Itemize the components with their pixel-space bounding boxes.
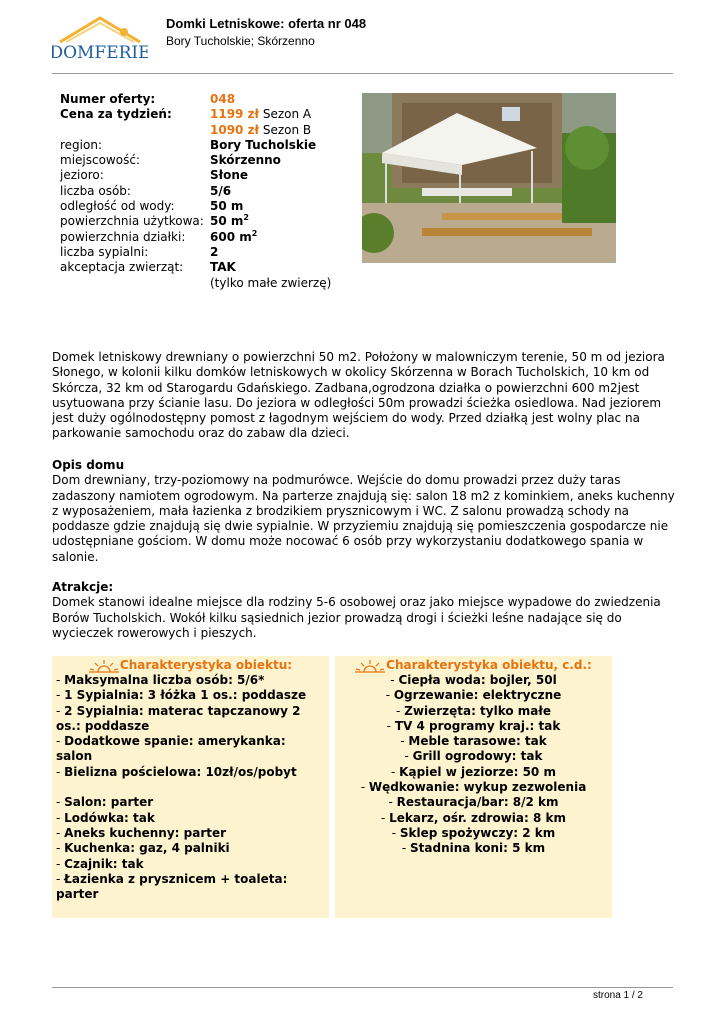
attractions-section [52, 580, 676, 641]
detail-label: powierzchnia działki: [60, 229, 186, 244]
detail-label: liczba osób: [60, 183, 131, 198]
detail-value: 5/6 [210, 183, 232, 198]
house-photo [362, 93, 616, 263]
detail-row [60, 168, 331, 183]
detail-row [60, 230, 331, 245]
detail-row [60, 138, 331, 153]
house-section [52, 458, 676, 565]
detail-value: Skórzenno [210, 153, 281, 168]
page-subtitle: Bory Tucholskie; Skórzenno [166, 34, 315, 48]
feature-item: - Ogrzewanie: elektryczne [385, 688, 562, 703]
detail-label: region: [60, 137, 102, 152]
features-left-title: Charakterystyka obiektu: [119, 657, 293, 672]
offer-details [60, 92, 331, 291]
feature-item: - Łazienka z prysznicem + toaleta: parter [56, 871, 288, 902]
detail-value: 50 $m^2$ [210, 213, 249, 229]
detail-row [60, 184, 331, 199]
feature-item: - Meble tarasowe: tak [400, 734, 547, 749]
house-heading: Opis domu [52, 458, 125, 472]
features-right-list [335, 673, 612, 857]
feature-item: - Wędkowanie: wykup zezwolenia [360, 780, 587, 795]
feature-item: - Dodatkowe spanie: amerykanka: salon [56, 734, 286, 764]
detail-value: 600 $m^2$ [210, 228, 258, 244]
features-left-list [52, 673, 329, 902]
feature-item: - Kuchenka: gaz, 4 palniki [56, 841, 230, 856]
footer-divider [52, 987, 673, 988]
detail-value: Słone [210, 168, 249, 183]
attractions-heading: Atrakcje: [52, 580, 114, 594]
feature-item: - Zwierzęta: tylko małe [396, 703, 551, 718]
features-right-title: Charakterystyka obiektu, c.d.: [386, 657, 592, 672]
features-left-heading [52, 656, 329, 673]
detail-row [60, 199, 331, 214]
feature-item: - Aneks kuchenny: parter [56, 825, 227, 840]
feature-item: - TV 4 programy kraj.: tak [386, 718, 561, 733]
detail-label: akceptacja zwierząt: [60, 260, 184, 275]
detail-label: odległość od wody: [60, 199, 175, 214]
offer-number: 048 [210, 92, 236, 106]
features-box-right [335, 656, 612, 918]
detail-value: 50 m [210, 199, 244, 214]
feature-item: - Lekarz, ośr. zdrowia: 8 km [380, 810, 566, 825]
attractions-text: Domek stanowi idealne miejsce dla rodziny 5-6 osobowej oraz jako miejsce wypadowe do zwiedzenia Borów Tucholskich. Wokół kilku sąsiednich jezior prowadzą drogi i ścieżki leśne nadające się do wycieczek rowerowych i pieszych. [52, 595, 661, 640]
animals-note: (tylko małe zwierzę) [210, 275, 332, 290]
feature-item: - Kąpiel w jeziorze: 50 m [391, 764, 556, 779]
detail-label: jezioro: [60, 168, 104, 183]
feature-item: - Sklep spożywczy: 2 km [391, 825, 556, 840]
header-divider [52, 73, 673, 74]
sun-icon [89, 659, 119, 673]
offer-number-label: Numer oferty: [60, 92, 156, 106]
feature-item [56, 780, 325, 795]
page-title: Domki Letniskowe: oferta nr 048 [166, 16, 367, 31]
house-text: Dom drewniany, trzy-poziomowy na podmurówce. Wejście do domu prowadzi przez duży taras zadaszony namiotem ogrodowym. Na parterze znajdują się: salon 18 m2 z kominkiem, aneks kuchenny z wyposażeniem, mała łazienka z brodzikiem prysznicowym i WC. Z salonu prowadzą schody na poddasze gdzie znajdują się dwie sypialnie. W przyziemiu znajdują się pomieszczenia gospodarcze nie udostępniane gościom. W domu może nocować 6 osób przy wykorzystaniu dodatkowego spania w salonie. [52, 473, 675, 564]
feature-item: - Lodówka: tak [56, 810, 155, 825]
detail-label: miejscowość: [60, 153, 140, 168]
season-b-label: Sezon B [259, 122, 312, 137]
detail-row [60, 153, 331, 168]
svg-text:DOMFERIE: DOMFERIE [52, 43, 148, 63]
sun-icon [355, 659, 385, 673]
detail-value: 2 [210, 244, 219, 259]
feature-item: - Restauracja/bar: 8/2 km [388, 795, 559, 810]
features-right-heading [335, 656, 612, 673]
season-a-label: Sezon A [259, 107, 312, 122]
feature-item: - Grill ogrodowy: tak [404, 749, 543, 764]
detail-label: liczba sypialni: [60, 244, 149, 259]
price-season-a: 1199 zł [210, 107, 260, 122]
detail-row [60, 260, 331, 275]
features-box-left [52, 656, 329, 918]
detail-label: powierzchnia użytkowa: [60, 214, 204, 229]
feature-item: - Salon: parter [56, 795, 154, 810]
price-label: Cena za tydzień: [60, 107, 172, 122]
feature-item: - 2 Sypialnia: materac tapczanowy 2 os.: poddasze [56, 703, 301, 733]
page-number: strona 1 / 2 [592, 990, 643, 1001]
price-season-b: 1090 zł [210, 122, 260, 137]
detail-value: Bory Tucholskie [210, 137, 317, 152]
detail-value: TAK [210, 260, 236, 275]
feature-item: - 1 Sypialnia: 3 łóżka 1 os.: poddasze [56, 688, 307, 703]
feature-item: - Maksymalna liczba osób: 5/6* [56, 673, 265, 687]
detail-row [60, 245, 331, 260]
feature-item: - Stadnina koni: 5 km [401, 841, 546, 856]
detail-row [60, 214, 331, 229]
description-text: Domek letniskowy drewniany o powierzchni 50 m2. Położony w malowniczym terenie, 50 m od jeziora Słonego, w kolonii kilku domków letniskowych w okolicy Skórzenna w Borach Tucholskich, 10 km od Skórcza, 32 km od Starogardu Gdańskiego. Zadbana,ogrodzona działka o powierzchni 600 m2jest usytuowana przy ścianie lasu. Do jeziora w odległości 50m prowadzi ścieżka osiedlowa. Nad jeziorem jest duży ogólnodostępny pomost z łagodnym wejściem do wody. Przed działką jest wolny plac na parkowanie samochodu oraz do zabaw dla dzieci. [52, 350, 665, 441]
feature-item: - Bielizna pościelowa: 10zł/os/pobyt [56, 764, 297, 779]
description-section [52, 350, 676, 442]
domferie-logo [52, 12, 148, 68]
feature-item: - Ciepła woda: bojler, 50l [390, 673, 557, 687]
feature-item: - Czajnik: tak [56, 856, 144, 871]
